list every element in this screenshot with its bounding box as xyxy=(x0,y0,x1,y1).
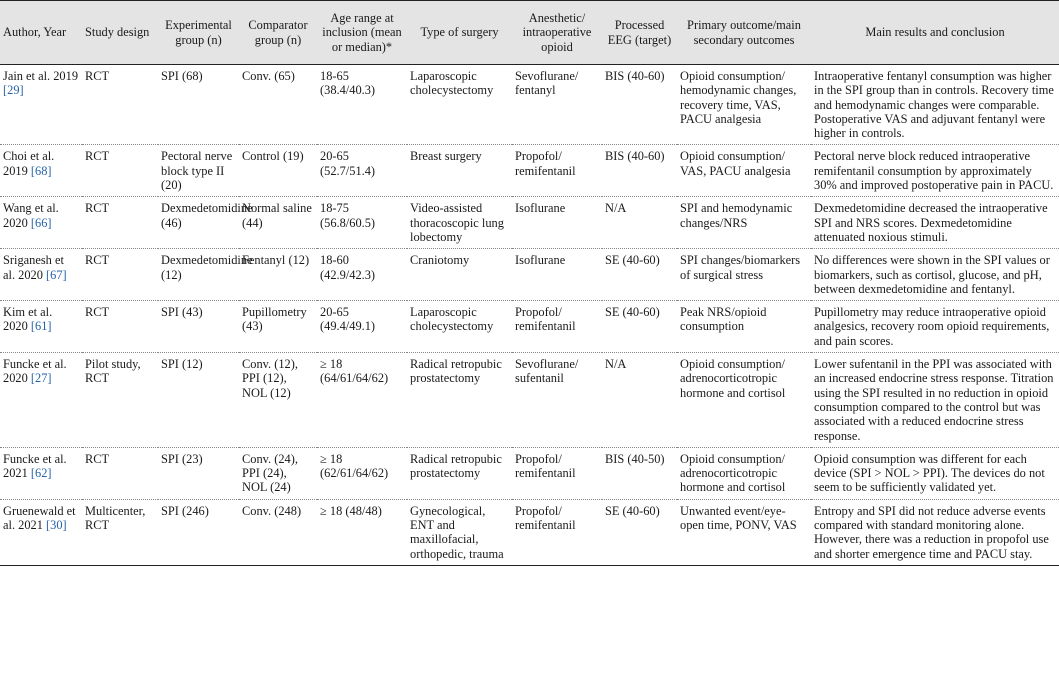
col-surgery: Type of surgery xyxy=(407,1,512,65)
cell-age: 20-65 (49.4/49.1) xyxy=(317,301,407,353)
author-text: Funcke et al. 2021 xyxy=(3,451,67,481)
cell-comparator: Conv. (12), PPI (12), NOL (12) xyxy=(239,353,317,448)
cell-author xyxy=(0,353,82,448)
cell-results: Intraoperative fentanyl consumption was higher in the SPI group than in controls. Recovery time and hemodynamic changes were comparable. Postoperative VAS and adjuvant fentanyl were higher in controls. xyxy=(811,65,1059,145)
reference-link[interactable]: [66] xyxy=(30,215,52,230)
table-row xyxy=(0,353,1059,448)
author-text: Jain et al. 2019 xyxy=(3,69,79,83)
author-text: Choi et al. 2019 xyxy=(3,149,55,178)
reference-link[interactable]: [68] xyxy=(30,163,52,178)
cell-comparator: Normal saline (44) xyxy=(239,197,317,249)
cell-anesthetic: Sevoflurane/ fentanyl xyxy=(512,65,602,145)
cell-eeg: SE (40-60) xyxy=(602,499,677,565)
cell-age: 18-75 (56.8/60.5) xyxy=(317,197,407,249)
cell-outcome: SPI changes/biomarkers of surgical stress xyxy=(677,249,811,301)
cell-anesthetic: Sevoflurane/ sufentanil xyxy=(512,353,602,448)
cell-experimental: Pectoral nerve block type II (20) xyxy=(158,145,239,197)
table-row xyxy=(0,145,1059,197)
reference-link[interactable]: [29] xyxy=(3,83,24,98)
cell-surgery: Gynecological, ENT and maxillofacial, orthopedic, trauma xyxy=(407,499,512,565)
table-row xyxy=(0,249,1059,301)
cell-results: Entropy and SPI did not reduce adverse events compared with standard monitoring alone. However, there was a reduction in propofol use and shorter emergence time and PACU stay. xyxy=(811,499,1059,565)
cell-comparator: Conv. (248) xyxy=(239,499,317,565)
cell-eeg: BIS (40-50) xyxy=(602,447,677,499)
cell-outcome: Opioid consumption/ VAS, PACU analgesia xyxy=(677,145,811,197)
header-row xyxy=(0,1,1059,65)
cell-age: 18-65 (38.4/40.3) xyxy=(317,65,407,145)
table-row xyxy=(0,197,1059,249)
cell-outcome: Peak NRS/opioid consumption xyxy=(677,301,811,353)
cell-results: Opioid consumption was different for each device (SPI > NOL > PPI). The devices do not seem to be sufficiently validated yet. xyxy=(811,447,1059,499)
cell-surgery: Laparoscopic cholecystectomy xyxy=(407,301,512,353)
cell-eeg: BIS (40-60) xyxy=(602,145,677,197)
cell-design: RCT xyxy=(82,145,158,197)
cell-design: RCT xyxy=(82,301,158,353)
cell-design: RCT xyxy=(82,249,158,301)
cell-experimental: SPI (12) xyxy=(158,353,239,448)
cell-surgery: Radical retropubic prostatectomy xyxy=(407,353,512,448)
cell-comparator: Conv. (24), PPI (24), NOL (24) xyxy=(239,447,317,499)
table-row xyxy=(0,301,1059,353)
cell-surgery: Breast surgery xyxy=(407,145,512,197)
cell-experimental: SPI (246) xyxy=(158,499,239,565)
cell-outcome: Unwanted event/eye-open time, PONV, VAS xyxy=(677,499,811,565)
cell-eeg: N/A xyxy=(602,353,677,448)
reference-link[interactable]: [27] xyxy=(30,371,52,386)
cell-age: 18-60 (42.9/42.3) xyxy=(317,249,407,301)
cell-surgery: Radical retropubic prostatectomy xyxy=(407,447,512,499)
cell-results: Dexmedetomidine decreased the intraoperative SPI and NRS scores. Dexmedetomidine attenuated noxious stimuli. xyxy=(811,197,1059,249)
author-text: Gruenewald et al. 2021 xyxy=(3,503,76,533)
cell-design: Multicenter, RCT xyxy=(82,499,158,565)
cell-experimental: Dexmedetomidine (12) xyxy=(158,249,239,301)
col-outcome: Primary outcome/main secondary outcomes xyxy=(677,1,811,65)
cell-anesthetic: Propofol/ remifentanil xyxy=(512,447,602,499)
cell-outcome: Opioid consumption/ adrenocorticotropic hormone and cortisol xyxy=(677,447,811,499)
cell-author xyxy=(0,249,82,301)
cell-surgery: Craniotomy xyxy=(407,249,512,301)
col-experimental: Experimental group (n) xyxy=(158,1,239,65)
cell-results: Lower sufentanil in the PPI was associated with an increased endocrine stress response. Titration using the SPI resulted in no reduction in opioid consumption compared to the control but was associated with a reduced endocrine stress response. xyxy=(811,353,1059,448)
col-anesthetic: Anesthetic/ intraoperative opioid xyxy=(512,1,602,65)
cell-comparator: Pupillometry (43) xyxy=(239,301,317,353)
cell-author xyxy=(0,65,82,145)
table-row xyxy=(0,65,1059,145)
col-comparator: Comparator group (n) xyxy=(239,1,317,65)
cell-outcome: Opioid consumption/ hemodynamic changes, recovery time, VAS, PACU analgesia xyxy=(677,65,811,145)
col-results: Main results and conclusion xyxy=(811,1,1059,65)
cell-experimental: Dexmedetomidine (46) xyxy=(158,197,239,249)
cell-eeg: SE (40-60) xyxy=(602,301,677,353)
col-eeg: Processed EEG (target) xyxy=(602,1,677,65)
cell-author xyxy=(0,499,82,565)
reference-link[interactable]: [61] xyxy=(30,319,52,334)
cell-outcome: Opioid consumption/ adrenocorticotropic hormone and cortisol xyxy=(677,353,811,448)
cell-design: Pilot study, RCT xyxy=(82,353,158,448)
cell-author xyxy=(0,301,82,353)
cell-comparator: Control (19) xyxy=(239,145,317,197)
cell-results: No differences were shown in the SPI values or biomarkers, such as cortisol, glucose, and pH, between dexmedetomidine and fentanyl. xyxy=(811,249,1059,301)
cell-anesthetic: Propofol/ remifentanil xyxy=(512,499,602,565)
col-design: Study design xyxy=(82,1,158,65)
cell-design: RCT xyxy=(82,197,158,249)
reference-link[interactable]: [67] xyxy=(46,267,67,282)
cell-eeg: SE (40-60) xyxy=(602,249,677,301)
cell-experimental: SPI (43) xyxy=(158,301,239,353)
cell-design: RCT xyxy=(82,447,158,499)
cell-results: Pupillometry may reduce intraoperative opioid analgesics, recovery room opioid requirements, and pain scores. xyxy=(811,301,1059,353)
cell-anesthetic: Propofol/ remifentanil xyxy=(512,301,602,353)
cell-anesthetic: Isoflurane xyxy=(512,197,602,249)
cell-experimental: SPI (68) xyxy=(158,65,239,145)
author-text: Wang et al. 2020 xyxy=(3,201,59,230)
reference-link[interactable]: [30] xyxy=(46,518,67,533)
reference-link[interactable]: [62] xyxy=(30,466,52,481)
col-author: Author, Year xyxy=(0,1,82,65)
cell-results: Pectoral nerve block reduced intraoperative remifentanil consumption by approximately 30% and improved postoperative pain in PACU. xyxy=(811,145,1059,197)
cell-experimental: SPI (23) xyxy=(158,447,239,499)
cell-anesthetic: Isoflurane xyxy=(512,249,602,301)
cell-eeg: BIS (40-60) xyxy=(602,65,677,145)
table-row xyxy=(0,499,1059,565)
cell-eeg: N/A xyxy=(602,197,677,249)
cell-outcome: SPI and hemodynamic changes/NRS xyxy=(677,197,811,249)
cell-comparator: Conv. (65) xyxy=(239,65,317,145)
cell-author xyxy=(0,145,82,197)
cell-age: ≥ 18 (64/61/64/62) xyxy=(317,353,407,448)
cell-author xyxy=(0,447,82,499)
cell-age: ≥ 18 (48/48) xyxy=(317,499,407,565)
cell-age: ≥ 18 (62/61/64/62) xyxy=(317,447,407,499)
cell-design: RCT xyxy=(82,65,158,145)
cell-comparator: Fentanyl (12) xyxy=(239,249,317,301)
cell-surgery: Laparoscopic cholecystectomy xyxy=(407,65,512,145)
author-text: Kim et al. 2020 xyxy=(3,305,53,334)
cell-author xyxy=(0,197,82,249)
author-text: Sriganesh et al. 2020 xyxy=(3,253,64,282)
author-text: Funcke et al. 2020 xyxy=(3,357,67,386)
cell-age: 20-65 (52.7/51.4) xyxy=(317,145,407,197)
cell-surgery: Video-assisted thoracoscopic lung lobectomy xyxy=(407,197,512,249)
cell-anesthetic: Propofol/ remifentanil xyxy=(512,145,602,197)
table-row xyxy=(0,447,1059,499)
col-age: Age range at inclusion (mean or median)* xyxy=(317,1,407,65)
